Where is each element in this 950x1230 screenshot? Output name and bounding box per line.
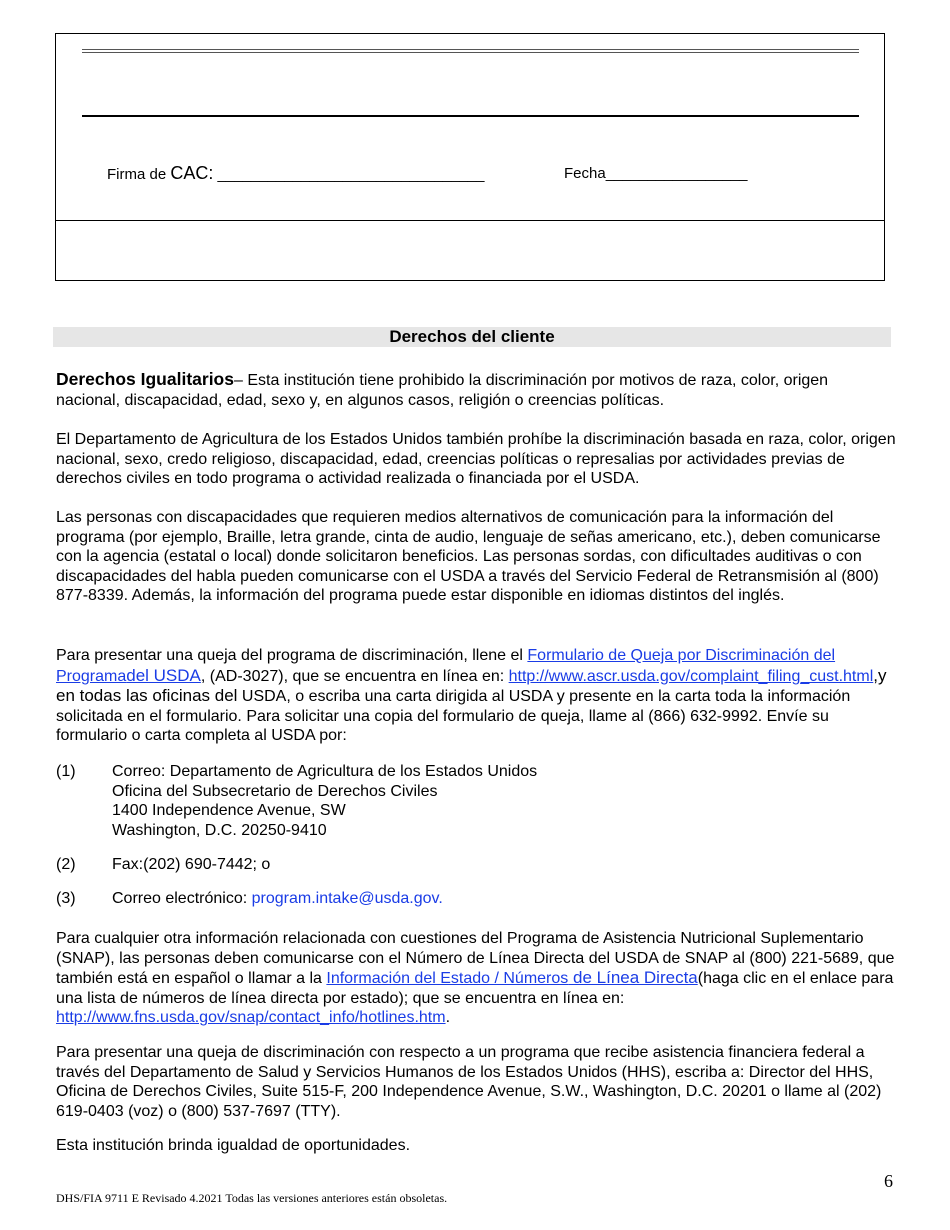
address-line: Washington, D.C. 20250-9410	[112, 821, 327, 839]
para-snap	[56, 929, 896, 1028]
list-item-fax: Fax:(202) 690-7442; o	[112, 856, 271, 873]
para4-t2: , (AD-3027), que se encuentra en línea en:	[200, 667, 509, 685]
para4-t1: Para presentar una queja del programa de discriminación, llene el	[56, 647, 528, 664]
fecha-field: Fecha_________________	[564, 165, 748, 182]
list-item-email	[112, 889, 443, 909]
cac-signature-field	[107, 163, 485, 184]
para-igualdad: Esta institución brinda igualdad de oportunidades.	[56, 1137, 411, 1154]
list-item-number: (1)	[56, 763, 76, 780]
page-number: 6	[884, 1171, 893, 1191]
firma-blank: ________________________________	[213, 166, 485, 183]
para5-t2: (haga clic en el enlace para una lista de números de línea directa por estado); que se encuentra en línea en:	[56, 970, 894, 1007]
box-divider	[55, 220, 885, 221]
para4-t3b: USDA, o escriba una carta dirigida al USDA y presente en la carta toda la información solicitada en el formulario. Para solicitar una copia del formulario de queja, llame al (866) 632-9992. Envíe su formulario o carta completa al USDA por:	[56, 688, 851, 745]
signature-box	[55, 33, 885, 281]
list-item-number: (3)	[56, 890, 76, 907]
signature-line	[82, 115, 859, 117]
firma-label: Firma de	[107, 166, 167, 183]
list-item-correo	[112, 762, 537, 840]
para-usda-prohibe: El Departamento de Agricultura de los Estados Unidos también prohíbe la discriminación basada en raza, color, origen nacional, sexo, credo religioso, discapacidad, edad, creencias políticas o represalias por actividades previas de derechos civiles en todo programa o actividad realizada o financiada por el USDA.	[56, 431, 896, 488]
address-line: Oficina del Subsecretario de Derechos Civiles	[112, 782, 438, 800]
para-queja	[56, 646, 896, 746]
double-rule	[82, 49, 859, 53]
para-discapacidades: Las personas con discapacidades que requieren medios alternativos de comunicación para la información del programa (por ejemplo, Braille, letra grande, cinta de audio, lenguaje de señas americano, etc.), deben comunicarse con la agencia (estatal o local) donde solicitaron beneficios. Las personas sordas, con dificultades auditivas o con discapacidades del habla pueden comunicarse con el USDA a través del Servicio Federal de Retransmisión al (800) 877-8339. Además, la información del programa puede estar disponible en idiomas distintos del inglés.	[56, 509, 881, 605]
para1-text: – Esta institución tiene prohibido la discriminación por motivos de raza, color, origen nacional, discapacidad, edad, sexo y, en algunos casos, religión o creencias políticas.	[56, 372, 829, 409]
para5-t3: .	[445, 1009, 451, 1027]
address-line: Correo: Departamento de Agricultura de los Estados Unidos	[112, 763, 538, 780]
fns-hotlines-url-link[interactable]: http://www.fns.usda.gov/snap/contact_info/hotlines.htm	[56, 1009, 446, 1027]
ascr-url-link[interactable]: http://www.ascr.usda.gov/complaint_filing_cust.html	[508, 667, 874, 685]
para4-t3a: ,y en todas las oficinas del	[56, 665, 887, 706]
address-line: 1400 Independence Avenue, SW	[112, 802, 346, 820]
complaint-form-link[interactable]: Formulario de Queja por Discriminación del Programadel USDA	[56, 647, 836, 685]
para-derechos-igualitarios	[56, 370, 896, 410]
list-item-number: (2)	[56, 856, 76, 873]
para-hhs: Para presentar una queja de discriminación con respecto a un programa que recibe asistencia financiera federal a través del Departamento de Salud y Servicios Humanos de los Estados Unidos (HHS), escriba a: Director del HHS, Oficina de Derechos Civiles, Suite 515-F, 200 Independence Avenue, S.W., Washington, D.C. 20201 o llame al (202) 619-0403 (voz) o (800) 537-7697 (TTY).	[56, 1044, 882, 1120]
cac-label: CAC:	[170, 163, 214, 183]
email-label: Correo electrónico:	[112, 890, 252, 907]
section-title: Derechos del cliente	[53, 327, 891, 347]
email-link[interactable]: program.intake@usda.gov.	[251, 890, 443, 907]
para1-heading: Derechos Igualitarios	[56, 369, 234, 389]
footer-form-id: DHS/FIA 9711 E Revisado 4.2021 Todas las versiones anteriores están obsoletas.	[56, 1191, 448, 1205]
para5-t1: Para cualquier otra información relacionada con cuestiones del Programa de Asistencia Nutricional Suplementario (SNAP), las personas deben comunicarse con el Número de Línea Directa del USDA de SNAP al (800) 221-5689, que también está en español o llamar a la	[56, 930, 895, 988]
hotline-numbers-link[interactable]: Información del Estado / Números de Línea Directa	[326, 968, 698, 988]
